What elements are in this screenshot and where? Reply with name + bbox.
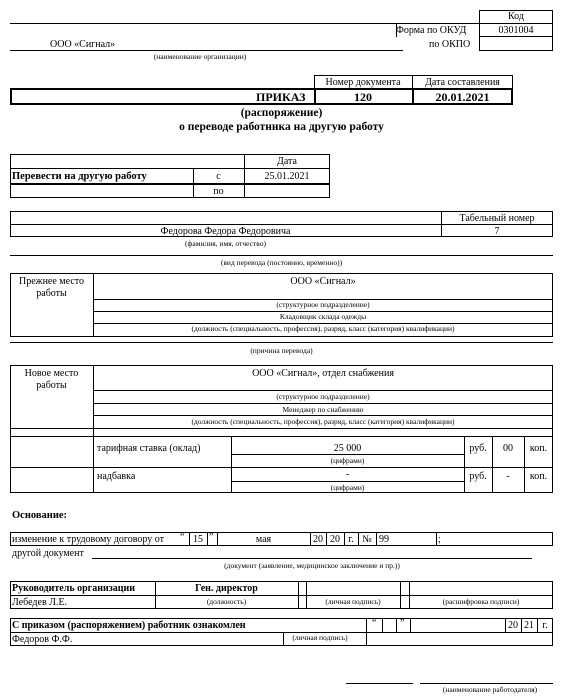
head-position: Ген. директор xyxy=(195,583,258,594)
footer-employer-caption: (наименование работодателя) xyxy=(442,685,538,694)
head-label: Руководитель организации xyxy=(12,583,136,594)
bonus-underline xyxy=(231,481,464,482)
bonus-kop: коп. xyxy=(529,471,548,482)
reason-line xyxy=(10,342,553,343)
ack-year-prefix: 20 xyxy=(508,620,518,631)
okpo-cell xyxy=(479,36,553,51)
prev-position: Кладовщик склада одежды xyxy=(279,312,367,321)
bonus-value: - xyxy=(345,469,350,480)
rate-kop-value: 00 xyxy=(503,443,513,454)
header-top-rule xyxy=(10,23,553,24)
okud-label: Форма по ОКУД xyxy=(396,25,467,36)
prev-label: Прежнее место работы xyxy=(19,276,84,299)
rate-label: тарифная ставка (оклад) xyxy=(97,443,201,454)
transfer-from-date: 25.01.2021 xyxy=(264,171,310,182)
ack-label: С приказом (распоряжением) работник ознакомлен xyxy=(12,620,246,631)
transfer-date-header: Дата xyxy=(277,156,297,167)
employee-top-line xyxy=(10,224,441,225)
basis-year-suffix: 20 xyxy=(330,534,340,545)
head-col-2 xyxy=(298,581,299,609)
okud-divider xyxy=(396,23,397,37)
basis-day: 15 xyxy=(193,534,203,545)
transfer-action: Перевести на другую работу xyxy=(12,171,147,182)
prev-dept-caption: (структурное подразделение) xyxy=(276,300,370,309)
ack-year-suffix: 21 xyxy=(524,620,534,631)
tabnum-line xyxy=(441,224,553,225)
transfer-from-label: с xyxy=(216,171,221,182)
new-sep-2 xyxy=(10,436,553,437)
basis-doc-caption: (документ (заявление, медицинское заключение и пр.)) xyxy=(224,561,400,570)
basis-number: 99 xyxy=(379,534,389,545)
prev-org: ООО «Сигнал» xyxy=(290,276,356,287)
doc-number: 120 xyxy=(354,90,372,104)
ack-col-2 xyxy=(382,618,383,632)
basis-col-h xyxy=(376,532,377,546)
code-label: Код xyxy=(508,11,524,22)
basis-col-i xyxy=(436,532,437,546)
basis-other-doc: другой документ xyxy=(12,548,84,559)
new-dept-line xyxy=(93,403,553,404)
doc-subtitle-1: (распоряжение) xyxy=(240,107,323,119)
ack-col-3 xyxy=(396,618,397,632)
head-position-caption: (должность) xyxy=(206,597,247,606)
transfer-row-line-1 xyxy=(10,168,330,169)
rate-underline xyxy=(231,454,464,455)
salary-sep xyxy=(10,467,553,468)
new-dept-caption: (структурное подразделение) xyxy=(276,392,370,401)
doc-date: 20.01.2021 xyxy=(435,90,490,104)
basis-quote-close: ” xyxy=(209,532,214,543)
rate-digits-caption: (цифрами) xyxy=(330,456,365,465)
basis-year-g: г. xyxy=(348,534,354,545)
new-org-line xyxy=(93,390,553,391)
okpo-label: по ОКПО xyxy=(429,39,471,50)
new-label: Новое место работы xyxy=(24,368,79,391)
ack-quote-open: “ xyxy=(372,618,377,629)
org-name: ООО «Сигнал» xyxy=(50,39,116,50)
new-position: Менеджер по снабжению xyxy=(282,405,364,414)
ack-quote-close: ” xyxy=(400,618,405,629)
rate-rub: руб. xyxy=(469,443,487,454)
basis-other-doc-line xyxy=(92,558,532,559)
employee-name: Федорова Федора Федоровича xyxy=(160,226,291,237)
basis-semicolon: ; xyxy=(438,534,441,545)
basis-label: Основание: xyxy=(12,510,68,521)
head-col-4 xyxy=(400,581,401,609)
ack-name: Федоров Ф.Ф. xyxy=(12,634,73,645)
basis-month: мая xyxy=(255,534,272,545)
basis-contract-text: изменение к трудовому договору от xyxy=(12,534,165,545)
doc-subtitle-2: о переводе работника на другую работу xyxy=(179,121,384,133)
head-mid-line xyxy=(10,595,553,596)
footer-line-2 xyxy=(420,683,553,684)
employee-name-caption: (фамилия, имя, отчество) xyxy=(185,239,266,248)
transfer-type-caption: (вид перевода (постоянно, временно)) xyxy=(220,258,343,267)
new-position-caption: (должность (специальность, профессия), разряд, класс (категория) квалификации) xyxy=(191,417,455,426)
transfer-row-line-2 xyxy=(10,183,330,185)
ack-year-g: г. xyxy=(542,620,548,631)
org-caption: (наименование организации) xyxy=(153,52,247,61)
doc-title: ПРИКАЗ xyxy=(256,90,306,104)
bonus-digits-caption: (цифрами) xyxy=(330,483,365,492)
org-name-line xyxy=(10,50,403,51)
bonus-rub: руб. xyxy=(469,471,487,482)
prev-position-caption: (должность (специальность, профессия), разряд, класс (категория) квалификации) xyxy=(191,324,455,333)
bonus-label: надбавка xyxy=(97,471,136,482)
ack-col-4 xyxy=(410,618,411,632)
new-sep-1 xyxy=(10,428,553,429)
head-decoding-caption: (расшифровка подписи) xyxy=(442,597,520,606)
transfer-type-line xyxy=(10,255,553,256)
reason-caption: (причина перевода) xyxy=(250,346,313,355)
basis-quote-open: “ xyxy=(180,532,185,543)
ack-sign-caption: (личная подпись) xyxy=(292,633,348,642)
employee-tabnum: 7 xyxy=(494,226,500,237)
okud-value: 0301004 xyxy=(498,25,534,36)
transfer-to-label: по xyxy=(213,186,224,197)
new-divider xyxy=(93,365,94,493)
doc-number-label: Номер документа xyxy=(325,77,401,88)
rate-value: 25 000 xyxy=(333,443,362,454)
basis-num-sign: № xyxy=(362,534,372,545)
head-sign-caption: (личная подпись) xyxy=(325,597,381,606)
basis-year-prefix: 20 xyxy=(313,534,323,545)
head-name: Лебедев Л.Е. xyxy=(12,597,68,608)
new-position-line xyxy=(93,415,553,416)
ack-mid-line xyxy=(10,632,553,633)
doc-date-label: Дата составления xyxy=(425,77,500,88)
new-org: ООО «Сигнал», отдел снабжения xyxy=(252,368,394,379)
footer-line-1 xyxy=(346,683,413,684)
tabnum-label: Табельный номер xyxy=(459,213,535,224)
ack-col-1 xyxy=(366,618,367,646)
bonus-kop-value: - xyxy=(506,471,510,482)
basis-col-b xyxy=(207,532,208,546)
rate-kop: коп. xyxy=(529,443,548,454)
